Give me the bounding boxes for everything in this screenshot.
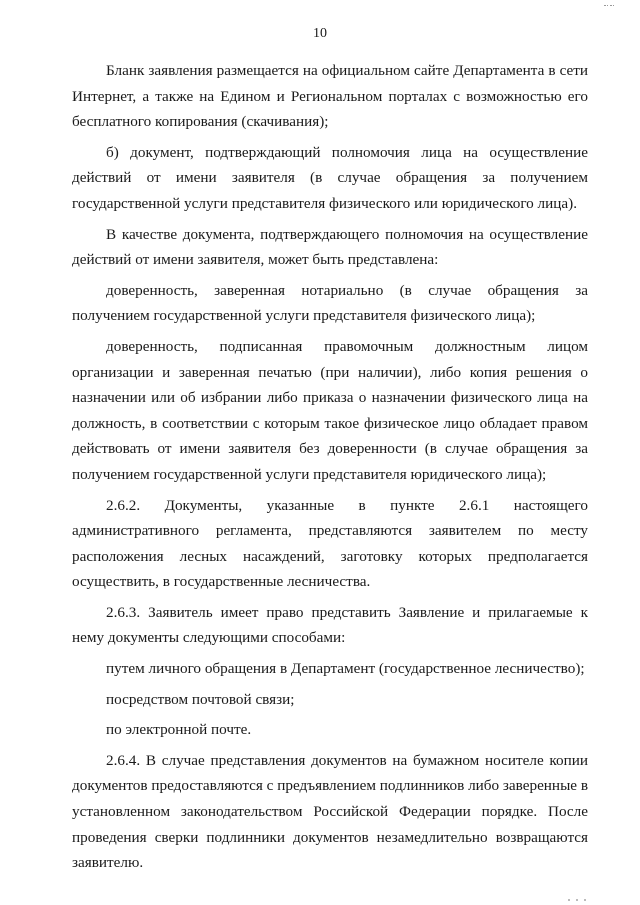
corner-mark [604,0,618,10]
paragraph-form-placement: Бланк заявления размещается на официальном сайте Департамента в сети Интернет, а также на Едином и Региональном порталах с возможностью его бесплатного копирования (скачивания); [72,62,588,131]
paragraph-2-6-4: 2.6.4. В случае представления документов на бумажном носителе копии документов предоставляются с предъявлением подлинников либо заверенные в установленном законодательством Российской Федерации порядке. После проведения сверки подлинники документов незамедлительно возвращаются заявителю. [72,751,588,872]
document-body [72,58,588,881]
page-number: 10 [313,26,327,41]
paragraph-notarized-power: доверенность, заверенная нотариально (в случае обращения за получением государственной услуги представителя физического лица); [72,281,588,325]
paragraph-item-b: б) документ, подтверждающий полномочия лица на осуществление действий от имени заявителя (в случае обращения за получением государственной услуги представителя физического или юридического лица). [72,143,588,212]
paragraph-2-6-2: 2.6.2. Документы, указанные в пункте 2.6.1 настоящего административного регламента, представляются заявителем по месту расположения лесных насаждений, заготовку которых предполагается осуществить, в государственные лесничества. [72,496,588,591]
paragraph-authority-document: В качестве документа, подтверждающего полномочия на осуществление действий от имени заявителя, может быть представлена: [72,225,588,269]
paragraph-signed-power: доверенность, подписанная правомочным должностным лицом организации и заверенная печатью (при наличии), либо копия решения о назначении или об избрании либо приказа о назначении физического лица на должность, в соответствии с которым такое физическое лицо обладает правом действовать от имени заявителя без доверенности (в случае обращения за получением государственной услуги представителя юридического лица); [72,337,588,483]
paragraph-method-personal: путем личного обращения в Департамент (государственное лесничество); [106,660,585,678]
bottom-mark [568,897,596,903]
paragraph-method-email: по электронной почте. [106,721,252,739]
paragraph-2-6-3: 2.6.3. Заявитель имеет право представить Заявление и прилагаемые к нему документы следующими способами: [72,603,588,647]
paragraph-method-post: посредством почтовой связи; [106,690,295,708]
